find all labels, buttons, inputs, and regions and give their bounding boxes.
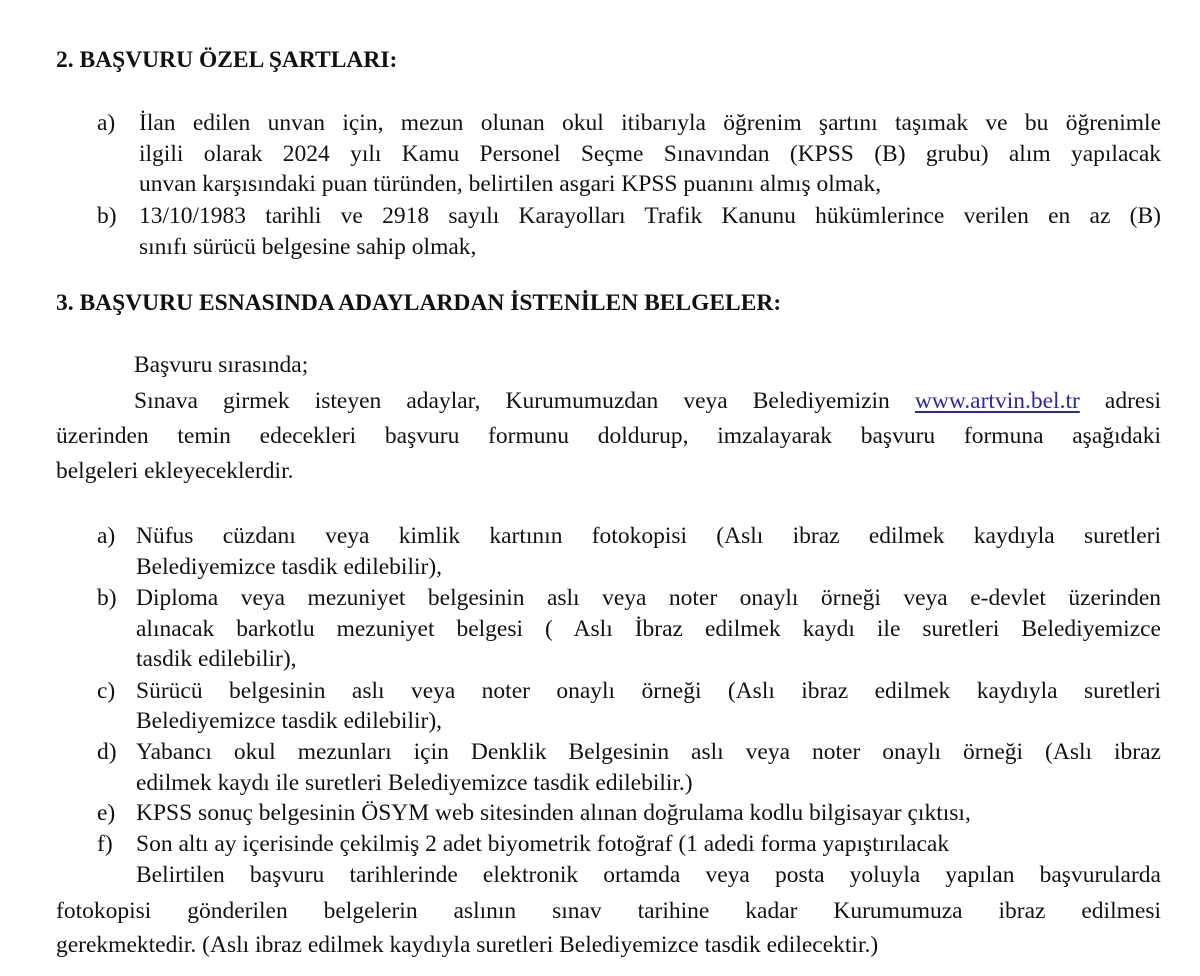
paragraph-line bbox=[134, 386, 1161, 416]
list-item-line: Nüfus cüzdanı veya kimlik kartının fotokopisi (Aslı ibraz edilmek kaydıyla suretleri bbox=[136, 523, 1161, 549]
list-item-line: edilmek kaydı ile suretleri Belediyemizce tasdik edilebilir.) bbox=[136, 770, 693, 796]
list-item-line: Yabancı okul mezunları için Denklik Belgesinin aslı veya noter onaylı örneği (Aslı ibraz bbox=[136, 739, 1161, 765]
paragraph-text: adresi bbox=[1104, 388, 1162, 414]
section-3-heading: 3. BAŞVURU ESNASINDA ADAYLARDAN İSTENİLEN BELGELER: bbox=[56, 290, 782, 316]
list-item-line: sınıfı sürücü belgesine sahip olmak, bbox=[139, 234, 477, 260]
list-item-line: İlan edilen unvan için, mezun olunan okul itibarıyla öğrenim şartını taşımak ve bu öğrenimle bbox=[139, 110, 1161, 136]
list-item-line: Son altı ay içerisinde çekilmiş 2 adet biyometrik fotoğraf (1 adedi forma yapıştırılacak bbox=[136, 831, 950, 857]
list-marker: b) bbox=[97, 203, 117, 229]
paragraph-text: Sınava girmek isteyen adaylar, Kurumumuzdan veya Belediyemizin bbox=[134, 388, 890, 414]
list-item-line: alınacak barkotlu mezuniyet belgesi ( Aslı İbraz edilmek kaydı ile suretleri Belediyemizce bbox=[136, 616, 1161, 642]
list-marker: d) bbox=[97, 739, 117, 765]
list-marker: f) bbox=[97, 831, 113, 857]
list-item-line: KPSS sonuç belgesinin ÖSYM web sitesinden alınan doğrulama kodlu bilgisayar çıktısı, bbox=[136, 800, 971, 826]
closing-line: gerekmektedir. (Aslı ibraz edilmek kaydıyla suretleri Belediyemizce tasdik edilecektir.) bbox=[56, 932, 879, 958]
list-marker: c) bbox=[97, 678, 116, 704]
paragraph-line: üzerinden temin edecekleri başvuru formunu doldurup, imzalayarak başvuru formuna aşağıdaki bbox=[56, 423, 1161, 449]
list-item-line: tasdik edilebilir), bbox=[136, 646, 297, 672]
paragraph-line: belgeleri ekleyeceklerdir. bbox=[56, 458, 294, 484]
list-item-line: Belediyemizce tasdik edilebilir), bbox=[136, 554, 443, 580]
list-item-line: unvan karşısındaki puan türünden, belirtilen asgari KPSS puanını almış olmak, bbox=[139, 171, 882, 197]
website-link[interactable]: www.artvin.bel.tr bbox=[914, 388, 1080, 414]
list-item-line: 13/10/1983 tarihli ve 2918 sayılı Karayolları Trafik Kanunu hükümlerince verilen en az (B) bbox=[139, 203, 1161, 229]
list-item-line: Sürücü belgesinin aslı veya noter onaylı örneği (Aslı ibraz edilmek kaydıyla suretleri bbox=[136, 678, 1161, 704]
list-item-line: ilgili olarak 2024 yılı Kamu Personel Seçme Sınavından (KPSS (B) grubu) alım yapılacak bbox=[139, 141, 1161, 167]
list-item-line: Diploma veya mezuniyet belgesinin aslı veya noter onaylı örneği veya e-devlet üzerinden bbox=[136, 585, 1161, 611]
closing-line: fotokopisi gönderilen belgelerin aslının sınav tarihine kadar Kurumumuza ibraz edilmesi bbox=[56, 898, 1161, 924]
list-marker: a) bbox=[97, 110, 116, 136]
list-marker: b) bbox=[97, 585, 117, 611]
list-marker: e) bbox=[97, 800, 116, 826]
intro-line: Başvuru sırasında; bbox=[134, 352, 309, 378]
closing-line: Belirtilen başvuru tarihlerinde elektronik ortamda veya posta yoluyla yapılan başvurularda bbox=[136, 862, 1161, 888]
list-item-line: Belediyemizce tasdik edilebilir), bbox=[136, 708, 443, 734]
section-2-heading: 2. BAŞVURU ÖZEL ŞARTLARI: bbox=[56, 47, 398, 73]
list-marker: a) bbox=[97, 523, 116, 549]
